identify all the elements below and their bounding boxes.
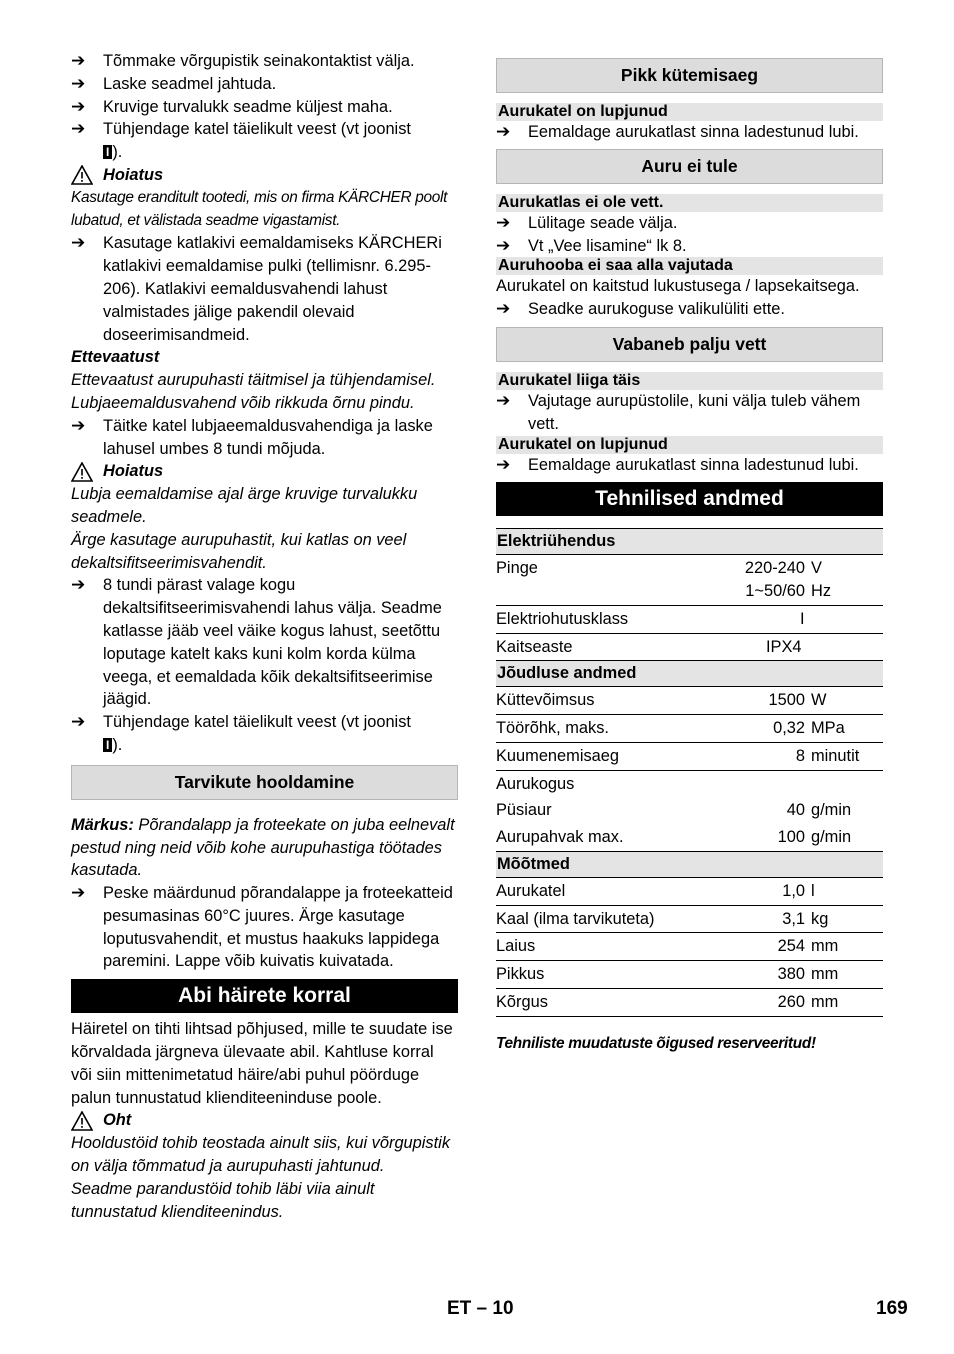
arrow-icon: ➔ — [71, 883, 86, 903]
page-number: 169 — [876, 1298, 908, 1319]
warning-heading: Hoiatus — [71, 164, 458, 187]
arrow-icon: ➔ — [496, 212, 511, 232]
step-switch-off: ➔ Lülitage seade välja. — [496, 212, 883, 235]
warning-triangle-icon — [71, 1111, 93, 1131]
section-heading: Pikk kütemisaeg — [496, 58, 883, 93]
warning-triangle-icon — [71, 462, 93, 482]
step-unplug: ➔ Tõmmake võrgupistik seinakontaktist välja. — [71, 50, 458, 73]
section-heading: Vabaneb palju vett — [496, 327, 883, 362]
step-set-selector: ➔ Seadke aurukoguse valikulüliti ette. — [496, 298, 883, 321]
caution-heading: Ettevaatust — [71, 348, 160, 367]
step-empty: ➔ Tühjendage katel täielikult veest (vt joonist I ). — [71, 712, 411, 754]
step-wash: ➔ Peske määrdunud põrandalappe ja froteekatteid pesumasinas 60°C juures. Ärge kasutage loputusvahendit, et mustus haakuks lappidega paremini. Lappe võib kuivatis kuivatada. — [71, 883, 453, 971]
danger-text: Hooldustöid tohib teostada ainult siis, kui võrgupistik on välja tõmmatud ja aurupuhasti jahtunud. — [71, 1134, 451, 1176]
step-remove-lime: ➔ Eemaldage aurukatlast sinna ladestunud lubi. — [496, 454, 883, 477]
spec-row: Aurupahvak max. 100 g/min — [496, 824, 883, 851]
spec-row: Kuumenemisaeg 8 minutit — [496, 742, 883, 770]
arrow-icon: ➔ — [71, 73, 86, 93]
spec-row: Aurukogus — [496, 774, 575, 793]
spec-row: Küttevõimsus 1500 W — [496, 687, 883, 715]
tech-spec-table — [496, 528, 883, 1016]
arrow-icon: ➔ — [71, 51, 86, 70]
spec-row: Laius 254 mm — [496, 933, 883, 961]
warning-text: Kasutage eranditult tootedi, mis on firma KÄRCHER poolt lubatud, et välistada seadme vigastamist. — [71, 188, 448, 229]
note-text: Märkus: Põrandalapp ja froteekate on juba eelnevalt pestud ning neid võib kohe aurupuhastiga töötades kasutada. — [71, 815, 455, 880]
step-cool: ➔ Laske seadmel jahtuda. — [71, 73, 458, 96]
arrow-icon: ➔ — [496, 122, 511, 141]
step-drain: ➔ 8 tundi pärast valage kogu dekaltsifitseerimisvahendi lahus välja. Seadme katlasse jääb veel väike kogus lahust, seetõttu loputage katelt kaks kuni kolm korda külma veega, et eemaldada kõik dekaltsifitseerimise jäägid. — [71, 575, 442, 709]
spec-row: Pinge 220-240 1~50/60 V Hz — [496, 555, 883, 606]
step-remove-lime: ➔ Eemaldage aurukatlast sinna ladestunud lubi. — [496, 121, 883, 144]
spec-row: Pikkus 380 mm — [496, 961, 883, 989]
danger-heading: Oht — [71, 1109, 458, 1132]
step-descale: ➔ Kasutage katlakivi eemaldamiseks KÄRCHERi katlakivi eemaldamise pulki (tellimisnr. 6.295-206). Katlakivi eemaldusvahendi lahust valmistades jälige pakendil olevaid doseerimisandmeid. — [71, 233, 442, 344]
spec-group-row: Elektriühendus — [496, 529, 883, 555]
chapter-heading: Abi häirete korral — [71, 979, 458, 1013]
footer-section: ET – 10 — [447, 1298, 514, 1319]
arrow-icon: ➔ — [71, 712, 86, 732]
spec-row: Aurukatel 1,0 l — [496, 877, 883, 905]
sub-heading: Auruhooba ei saa alla vajutada — [496, 257, 883, 275]
warning-text: Ärge kasutage aurupuhastit, kui katlas on veel dekaltsifitseerimisvahendit. — [71, 530, 407, 572]
reserve-note: Tehniliste muudatuste õigused reserveeritud! — [496, 1034, 816, 1052]
body-text: Häiretel on tihti lihtsad põhjused, mille te suudate ise kõrvaldada järgneva ülevaate abil. Kahtluse korral või siin mittenimetatud häire/abi puhul pöörduge palun tunnustatud klienditeeninduse poole. — [71, 1020, 453, 1107]
sub-heading: Aurukatel liiga täis — [496, 372, 883, 390]
body-text: Aurukatel on kaitstud lukustusega / lapsekaitsega. — [496, 277, 860, 296]
figure-ref: I — [103, 738, 112, 752]
arrow-icon: ➔ — [496, 390, 511, 410]
arrow-icon: ➔ — [71, 233, 86, 253]
right-column — [496, 58, 883, 1056]
arrow-icon: ➔ — [71, 119, 86, 139]
spec-row: Töörõhk, maks. 0,32 MPa — [496, 714, 883, 742]
arrow-icon: ➔ — [496, 299, 511, 319]
arrow-icon: ➔ — [496, 235, 511, 255]
section-heading: Auru ei tule — [496, 149, 883, 184]
arrow-icon: ➔ — [496, 454, 511, 474]
spec-row: Püsiaur 40 g/min — [496, 801, 852, 820]
spec-row: Kõrgus 260 mm — [496, 988, 883, 1016]
figure-ref: I — [103, 145, 112, 159]
section-heading: Tarvikute hooldamine — [71, 765, 458, 800]
warning-triangle-icon — [71, 165, 93, 185]
spec-row: Elektriohutusklass I — [496, 605, 883, 633]
sub-heading: Aurukatlas ei ole vett. — [496, 194, 883, 212]
warning-text: Lubja eemaldamise ajal ärge kruvige turvalukku seadmele. — [71, 485, 418, 526]
spec-group-row: Mõõtmed — [496, 851, 883, 877]
left-column — [71, 50, 458, 1223]
arrow-icon: ➔ — [71, 575, 86, 595]
spec-row: Kaitseaste IPX4 — [496, 633, 883, 661]
chapter-heading: Tehnilised andmed — [496, 482, 883, 516]
step-see-page: ➔ Vt „Vee lisamine“ lk 8. — [496, 235, 883, 258]
danger-text: Seadme parandustöid tohib läbi viia ainult tunnustatud klienditeenindus. — [71, 1179, 375, 1221]
warning-heading: Hoiatus — [71, 460, 458, 483]
sub-heading: Aurukatel on lupjunud — [496, 103, 883, 121]
spec-group-row: Jõudluse andmed — [496, 661, 883, 687]
sub-heading: Aurukatel on lupjunud — [496, 436, 883, 454]
caution-text: Ettevaatust aurupuhasti täitmisel ja tühjendamisel. Lubjaeemaldusvahend võib rikkuda õrnu pindu. — [71, 371, 436, 412]
arrow-icon: ➔ — [71, 96, 86, 116]
spec-row: Kaal (ilma tarvikuteta) 3,1 kg — [496, 905, 883, 933]
arrow-icon: ➔ — [71, 415, 86, 435]
step-fill: ➔ Täitke katel lubjaeemaldusvahendiga ja laske lahusel umbes 8 tundi mõjuda. — [71, 415, 433, 458]
step-empty: ➔ Tühjendage katel täielikult veest (vt joonist I ). — [71, 119, 411, 162]
step-unscrew: ➔ Kruvige turvalukk seadme küljest maha. — [71, 96, 458, 119]
step-press-gun: ➔ Vajutage aurupüstolile, kuni välja tuleb vähem vett. — [496, 390, 861, 433]
